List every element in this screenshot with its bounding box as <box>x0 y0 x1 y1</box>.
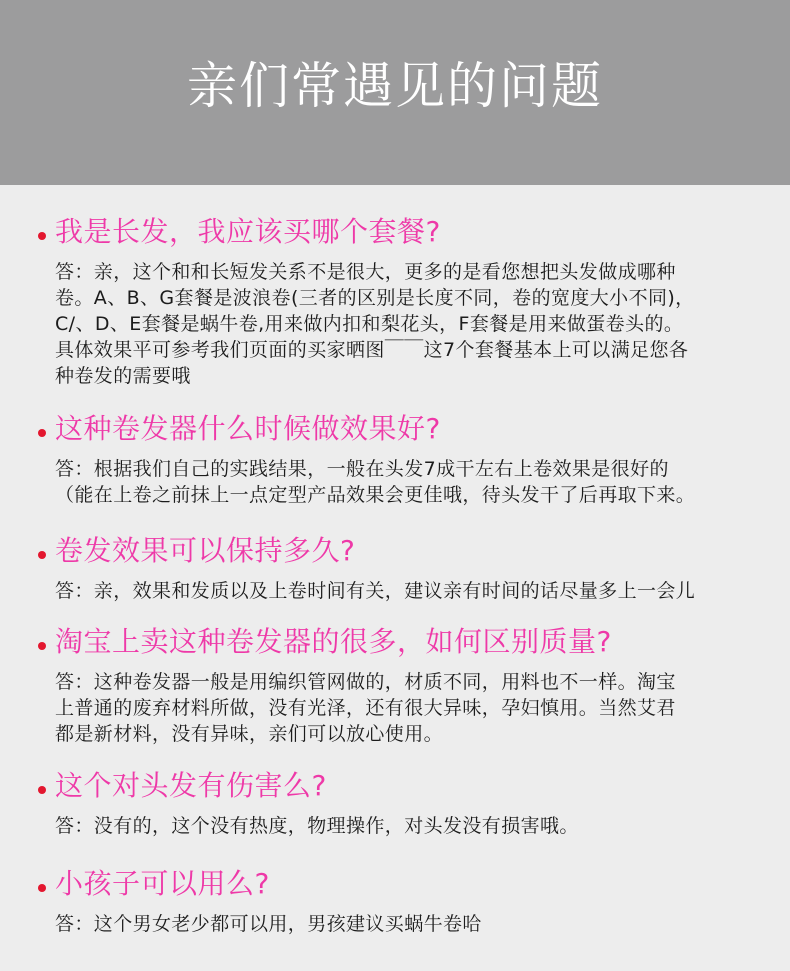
answer-line: 上普通的废弃材料所做，没有光泽，还有很大异味，孕妇慎用。当然艾君 <box>55 697 676 719</box>
question-row <box>0 865 790 903</box>
question-text: 这种卷发器什么时候做效果好? <box>55 412 441 445</box>
question-text: 小孩子可以用么? <box>55 867 270 900</box>
question-row <box>0 410 790 448</box>
answer-text <box>55 578 785 604</box>
faq-item <box>0 623 790 747</box>
answer-line: C/、D、E套餐是蜗牛卷,用来做内扣和梨花头，F套餐是用来做蛋卷头的。 <box>55 313 684 335</box>
faq-section <box>0 185 790 971</box>
answer-line: 答：根据我们自己的实践结果，一般在头发7成干左右上卷效果是很好的 <box>55 458 669 480</box>
answer-text <box>55 456 785 508</box>
bullet-icon <box>38 551 46 559</box>
answer-line: （能在上卷之前抹上一点定型产品效果会更佳哦，待头发干了后再取下来。 <box>55 484 696 506</box>
answer-text <box>55 259 785 389</box>
question-row <box>0 213 790 251</box>
question-text: 淘宝上卖这种卷发器的很多，如何区别质量? <box>55 625 612 658</box>
question-text: 我是长发，我应该买哪个套餐? <box>55 215 441 248</box>
answer-line: 答：这种卷发器一般是用编织管网做的，材质不同，用料也不一样。淘宝 <box>55 671 676 693</box>
page-title: 亲们常遇见的问题 <box>187 57 603 115</box>
question-row <box>0 532 790 570</box>
page-header <box>0 0 790 185</box>
answer-line: 答：亲，效果和发质以及上卷时间有关，建议亲有时间的话尽量多上一会儿 <box>55 580 696 602</box>
faq-item <box>0 767 790 839</box>
question-text: 卷发效果可以保持多久? <box>55 534 356 567</box>
answer-line: 答：亲，这个和和长短发关系不是很大，更多的是看您想把头发做成哪种 <box>55 261 676 283</box>
question-text: 这个对头发有伤害么? <box>55 769 327 802</box>
faq-item <box>0 410 790 508</box>
answer-line: 具体效果平可参考我们页面的买家晒图￣￣这7个套餐基本上可以满足您各 <box>55 339 689 361</box>
faq-item <box>0 532 790 604</box>
faq-item <box>0 213 790 389</box>
bullet-icon <box>38 884 46 892</box>
answer-text <box>55 669 785 747</box>
answer-text <box>55 813 785 839</box>
bullet-icon <box>38 429 46 437</box>
bullet-icon <box>38 232 46 240</box>
answer-line: 种卷发的需要哦 <box>55 365 191 387</box>
faq-item <box>0 865 790 937</box>
answer-line: 都是新材料，没有异味，亲们可以放心使用。 <box>55 723 444 745</box>
answer-text <box>55 911 785 937</box>
answer-line: 卷。A、B、G套餐是波浪卷(三者的区别是长度不同，卷的宽度大小不同)， <box>55 287 695 309</box>
question-row <box>0 623 790 661</box>
bullet-icon <box>38 786 46 794</box>
answer-line: 答：这个男女老少都可以用，男孩建议买蜗牛卷哈 <box>55 913 482 935</box>
answer-line: 答：没有的，这个没有热度，物理操作，对头发没有损害哦。 <box>55 815 579 837</box>
question-row <box>0 767 790 805</box>
bullet-icon <box>38 642 46 650</box>
